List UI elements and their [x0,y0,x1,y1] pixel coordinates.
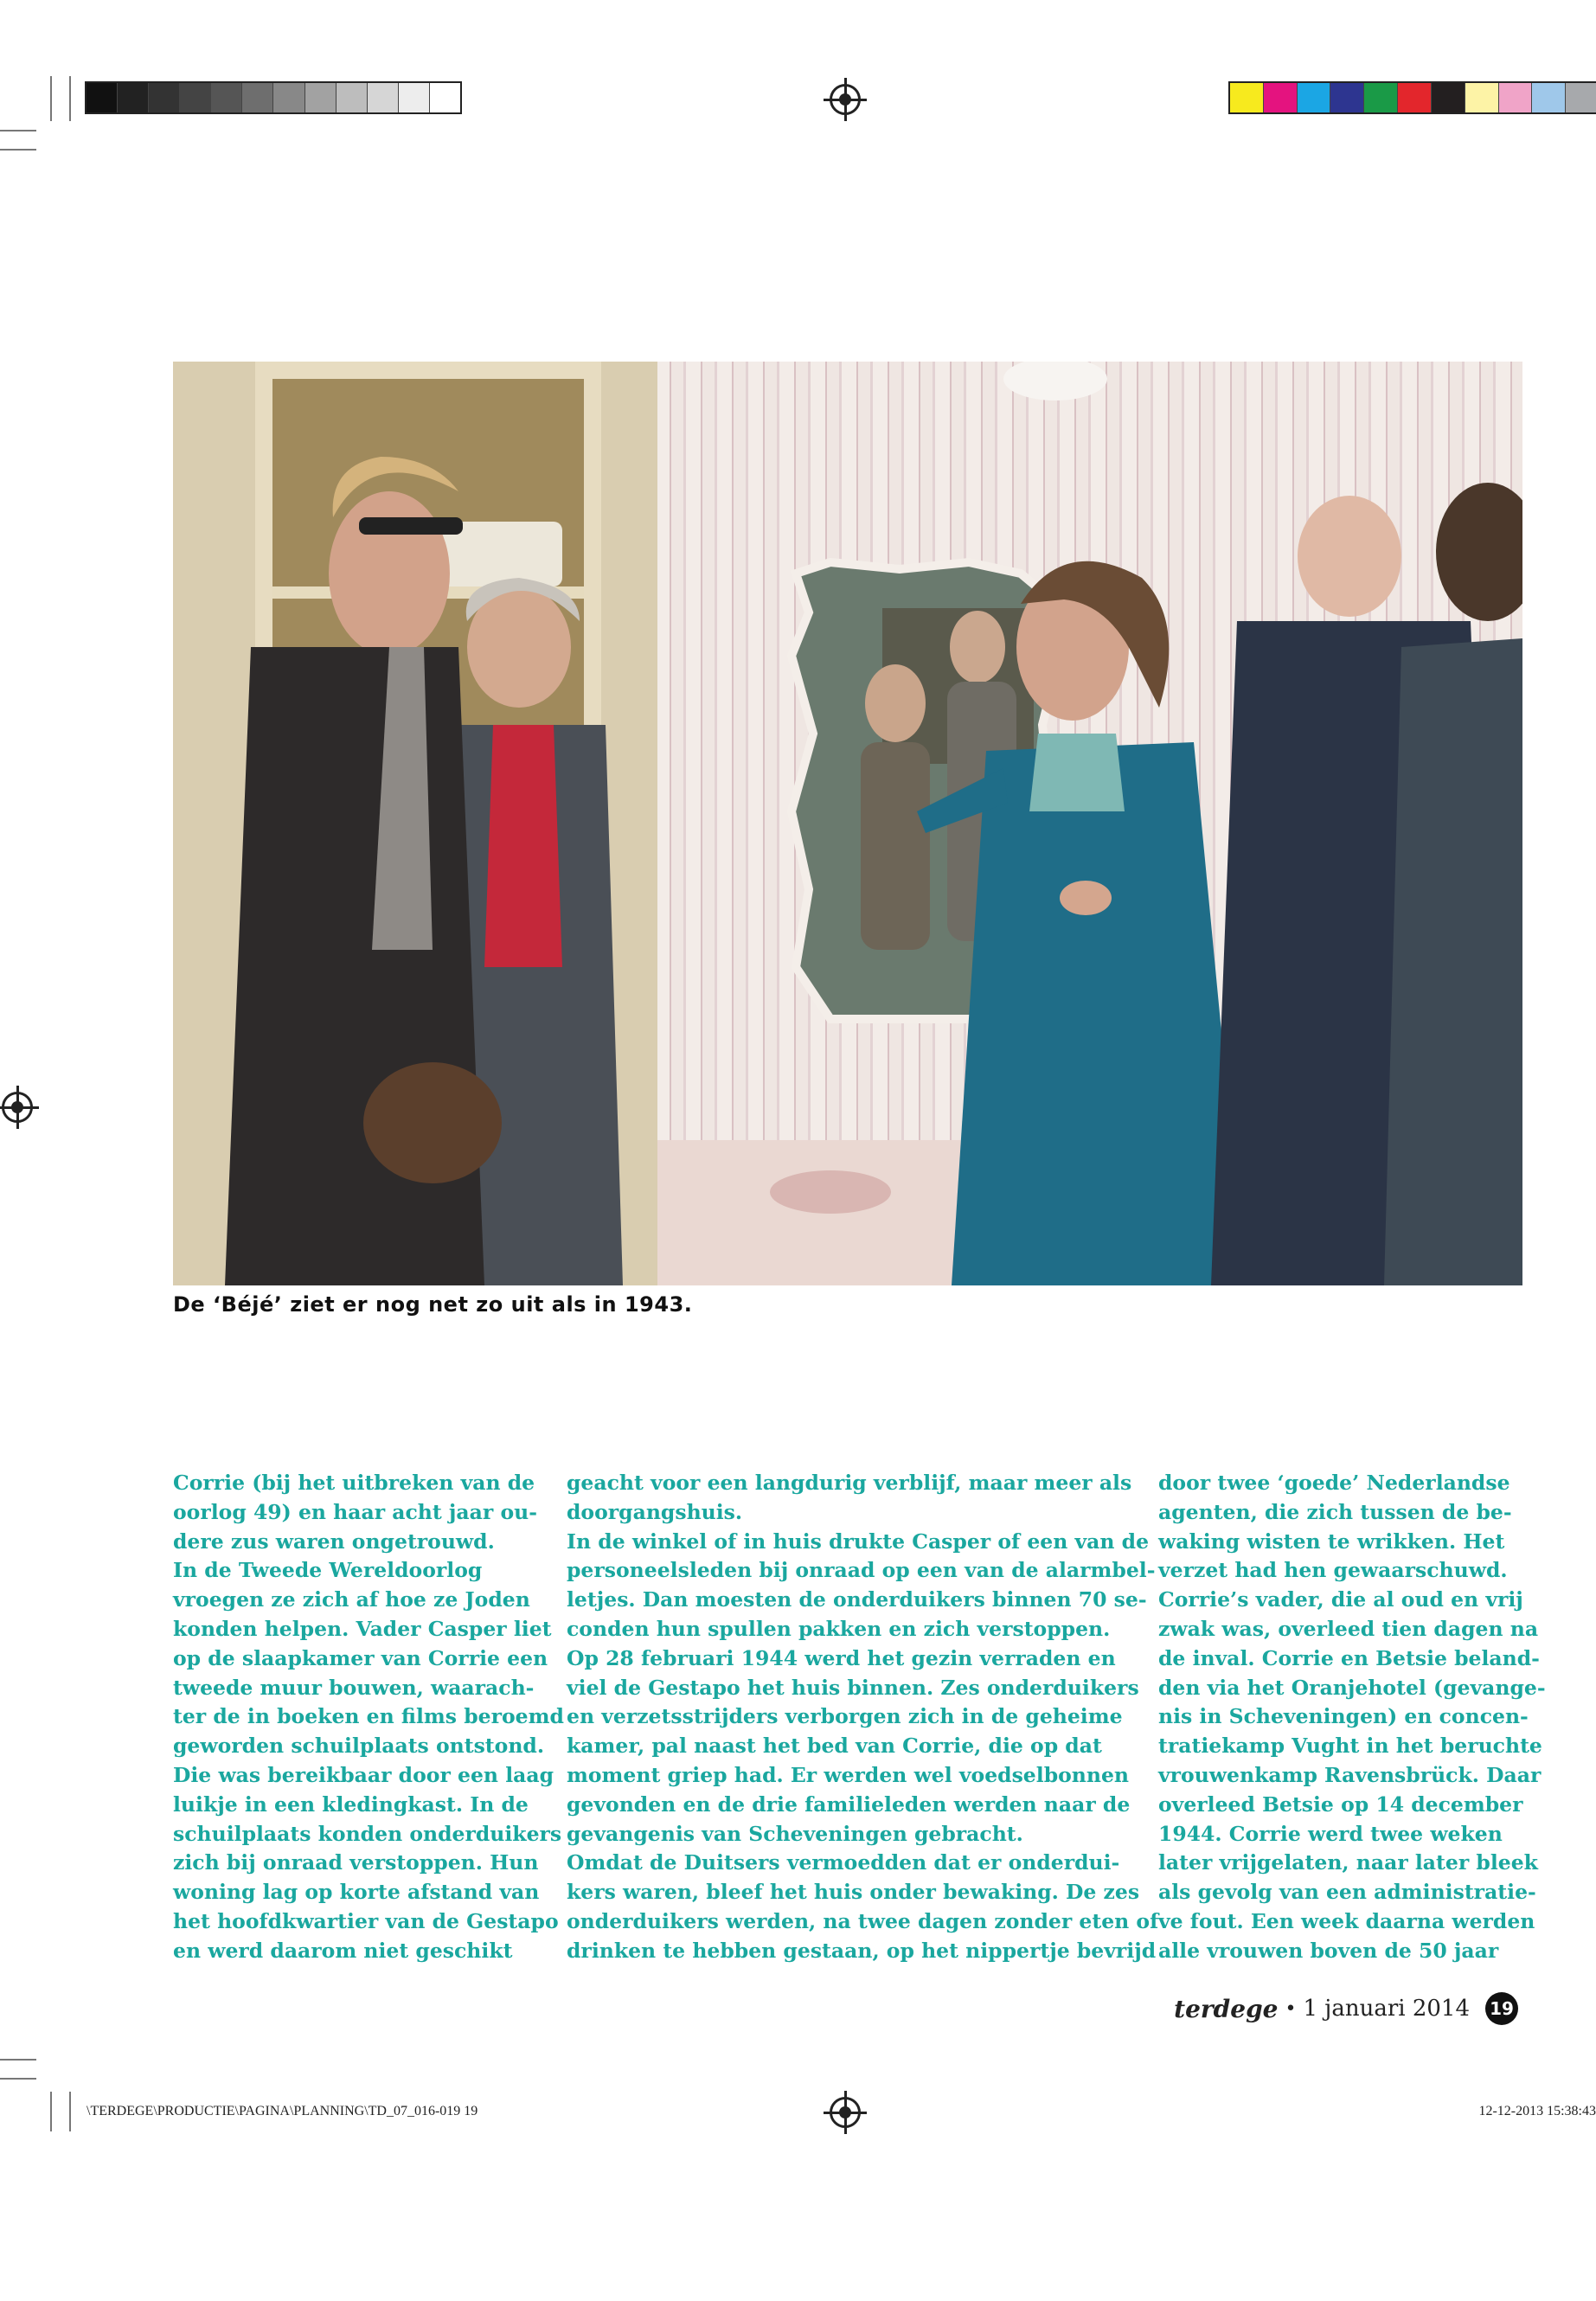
calibration-swatch [87,83,118,112]
article-line: vrouwenkamp Ravensbrück. Daar [1158,1762,1542,1787]
calibration-swatch [1499,83,1533,112]
registration-mark-icon [830,2097,861,2128]
calibration-swatch [118,83,149,112]
article-line: tweede muur bouwen, waarach- [173,1675,535,1700]
article-line: zwak was, overleed tien dagen na [1158,1616,1539,1641]
crop-line [0,2059,36,2061]
print-slug-path: \TERDEGE\PRODUCTIE\PAGINA\PLANNING\TD_07_016-019 19 [87,2104,478,2118]
article-line: In de winkel of in huis drukte Casper of een van de [567,1529,1150,1554]
article-line: letjes. Dan moesten de onderduikers binnen 70 se- [567,1587,1147,1612]
grayscale-calibration-bar [85,81,462,114]
article-line: woning lag op korte afstand van [173,1880,540,1905]
calibration-swatch [305,83,337,112]
magazine-brand: terdege [1174,1994,1279,2023]
article-line: door twee ‘goede’ Nederlandse [1158,1471,1510,1495]
calibration-swatch [273,83,304,112]
article-line: op de slaapkamer van Corrie een [173,1645,548,1670]
article-line: verzet had hen gewaarschuwd. [1158,1558,1508,1583]
article-line: nis in Scheveningen) en concen- [1158,1704,1529,1729]
article-line: drinken te hebben gestaan, op het nippertje bevrijd [567,1938,1157,1963]
article-line: In de Tweede Wereldoorlog [173,1558,483,1583]
article-line: vroegen ze zich af hoe ze Joden [173,1587,530,1612]
photo-illustration [173,362,1522,1285]
calibration-swatch [1298,83,1331,112]
article-column-2 [567,1469,1158,1966]
article-line: luikje in een kledingkast. In de [173,1791,529,1817]
calibration-swatch [1432,83,1465,112]
article-line: kers waren, bleef het huis onder bewaking. De zes [567,1880,1140,1905]
article-line: als gevolg van een administratie- [1158,1880,1536,1905]
article-line: personeelsleden bij onraad op een van de alarmbel- [567,1558,1156,1583]
article-line: conden hun spullen pakken en zich verstoppen. [567,1616,1111,1641]
calibration-swatch [430,83,460,112]
page-number-badge: 19 [1485,1992,1518,2025]
article-line: ve fout. Een week daarna werden [1158,1908,1535,1933]
calibration-swatch [180,83,211,112]
article-line: Omdat de Duitsers vermoedden dat er onderdui- [567,1850,1120,1875]
article-line: kamer, pal naast het bed van Corrie, die op dat [567,1734,1102,1759]
article-photo [173,362,1522,1285]
article-line: Corrie’s vader, die al oud en vrij [1158,1587,1523,1612]
article-line: 1944. Corrie werd twee weken [1158,1821,1503,1846]
article-line: ter de in boeken en films beroemd [173,1704,564,1729]
registration-mark-icon [830,84,861,115]
issue-date: 1 januari 2014 [1303,1996,1470,2022]
crop-line [69,2092,71,2131]
page-footer [1174,1992,1518,2025]
calibration-swatch [1398,83,1432,112]
footer-separator: • [1285,1997,1297,2020]
calibration-swatch [1330,83,1364,112]
article-line: dere zus waren ongetrouwd. [173,1529,495,1554]
article-line: geworden schuilplaats ontstond. [173,1734,545,1759]
calibration-swatch [1465,83,1499,112]
article-line: alle vrouwen boven de 50 jaar [1158,1938,1499,1963]
registration-mark-icon [2,1092,33,1123]
crop-line [0,2078,36,2080]
color-calibration-bar [1228,81,1596,114]
calibration-swatch [1230,83,1264,112]
article-line: schuilplaats konden onderduikers [173,1821,562,1846]
print-slug-timestamp: 12-12-2013 15:38:43 [1478,2104,1596,2118]
calibration-swatch [211,83,242,112]
article-line: het hoofdkwartier van de Gestapo [173,1908,559,1933]
article-line: overleed Betsie op 14 december [1158,1791,1523,1817]
article-line: de inval. Corrie en Betsie beland- [1158,1645,1540,1670]
calibration-swatch [1566,83,1596,112]
calibration-swatch [1364,83,1398,112]
article-line: oorlog 49) en haar acht jaar ou- [173,1499,537,1524]
crop-line [69,76,71,121]
article-line: en verzetsstrijders verborgen zich in de geheime [567,1704,1123,1729]
article-line: gevangenis van Scheveningen gebracht. [567,1821,1023,1846]
article-line: viel de Gestapo het huis binnen. Zes onderduikers [567,1675,1139,1700]
article-line: later vrijgelaten, naar later bleek [1158,1850,1538,1875]
crop-line [50,2092,52,2131]
calibration-swatch [337,83,368,112]
article-line: geacht voor een langdurig verblijf, maar meer als [567,1471,1132,1495]
calibration-swatch [242,83,273,112]
calibration-swatch [1532,83,1566,112]
calibration-swatch [368,83,399,112]
calibration-swatch [399,83,430,112]
photo-caption: De ‘Béjé’ ziet er nog net zo uit als in 1943. [173,1292,693,1317]
article-line: zich bij onraad verstoppen. Hun [173,1850,539,1875]
article-line: en werd daarom niet geschikt [173,1938,513,1963]
article-column-3 [1158,1469,1546,1966]
crop-line [0,130,36,131]
article-line: Op 28 februari 1944 werd het gezin verraden en [567,1645,1116,1670]
article-line: tratiekamp Vught in het beruchte [1158,1734,1542,1759]
article-line: moment griep had. Er werden wel voedselbonnen [567,1762,1130,1787]
article-column-1 [173,1469,564,1966]
article-line: agenten, die zich tussen de be- [1158,1499,1512,1524]
crop-line [0,149,36,151]
article-line: Die was bereikbaar door een laag [173,1762,554,1787]
article-line: Corrie (bij het uitbreken van de [173,1471,535,1495]
article-line: gevonden en de drie familieleden werden naar de [567,1791,1131,1817]
article-line: den via het Oranjehotel (gevange- [1158,1675,1546,1700]
article-line: doorgangshuis. [567,1499,743,1524]
crop-line [50,76,52,121]
article-line: onderduikers werden, na twee dagen zonder eten of [567,1908,1159,1933]
calibration-swatch [1264,83,1298,112]
article-line: waking wisten te wrikken. Het [1158,1529,1505,1554]
article-line: konden helpen. Vader Casper liet [173,1616,552,1641]
calibration-swatch [149,83,180,112]
